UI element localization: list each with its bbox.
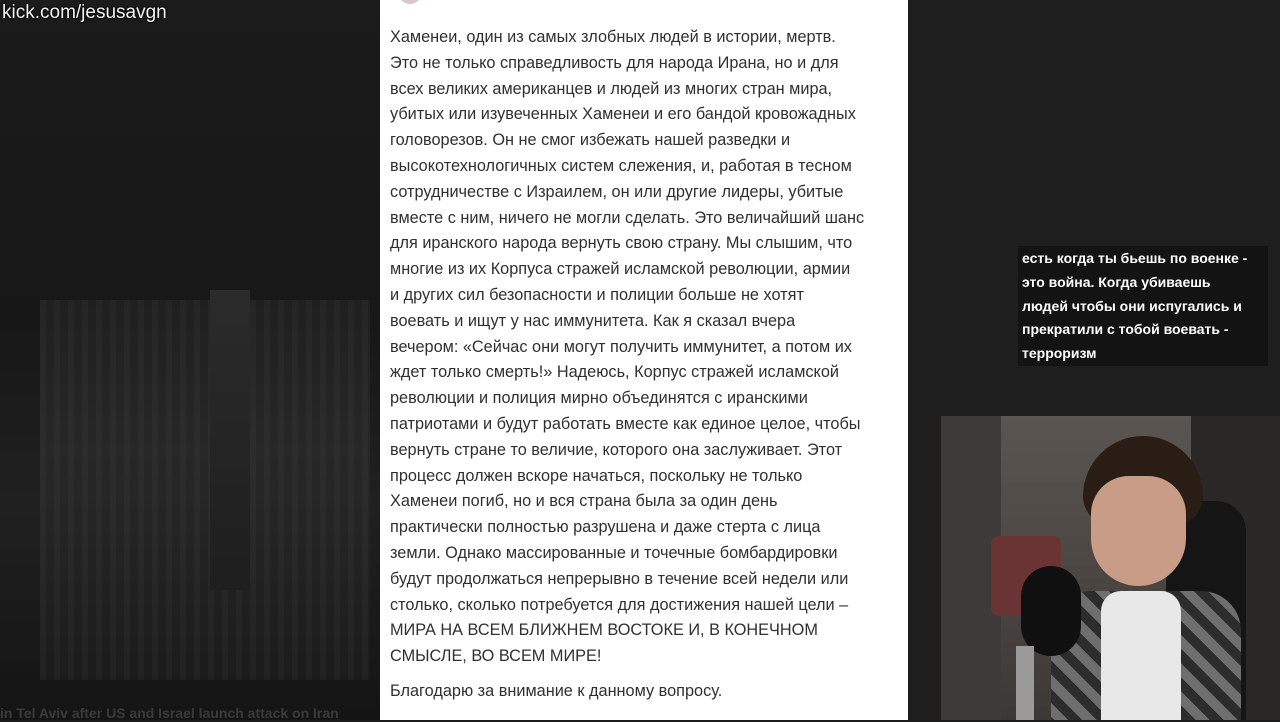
news-caption: in Tel Aviv after US and Israel launch attack on Iran (0, 705, 339, 721)
city-skyline (40, 300, 370, 680)
post-line: головорезов. Он не смог избежать нашей разведки и (390, 131, 791, 150)
post-line: всех великих американцев и людей из многих стран мира, (390, 79, 833, 98)
post-line: СМЫСЛЕ, ВО ВСЕМ МИРЕ! (390, 647, 602, 666)
streamer-tshirt (1101, 591, 1181, 720)
post-line: вечером: «Сейчас они могут получить иммунитет, а потом их (390, 337, 852, 356)
skyscraper (210, 290, 250, 590)
post-line: для иранского народа вернуть свою страну. Мы слышим, что (390, 234, 853, 253)
avatar (398, 0, 422, 4)
post-line: многие из их Корпуса стражей исламской революции, армии (390, 260, 851, 279)
microphone-arm (1016, 646, 1034, 720)
post-body (390, 25, 904, 670)
post-line: Хаменеи погиб, но и вся страна была за один день (390, 492, 778, 511)
channel-watermark: kick.com/jesusavgn (2, 2, 167, 23)
post-line: земли. Однако массированные и точечные бомбардировки (390, 543, 838, 562)
post-line: воевать и ищут у нас иммунитета. Как я сказал вчера (390, 311, 796, 330)
post-line: будут продолжаться непрерывно в течение всей недели или (390, 569, 849, 588)
post-line: патриотами и будут работать вместе как единое целое, чтобы (390, 414, 861, 433)
post-line: МИРА НА ВСЕМ БЛИЖНЕМ ВОСТОКЕ И, В КОНЕЧНОМ (390, 621, 818, 640)
post-line: ждет только смерть!» Надеюсь, Корпус стражей исламской (390, 363, 839, 382)
chat-line: это война. Когда убиваешь (1022, 273, 1211, 290)
post-line: сотрудничестве с Израилем, он или другие лидеры, убитые (390, 182, 844, 201)
post-line: высокотехнологичных систем слежения, и, работая в тесном (390, 156, 852, 175)
streamer-face (1091, 476, 1186, 586)
post-line: столько, сколько потребуется для достижения нашей цели – (390, 595, 849, 614)
post-line: Хаменеи, один из самых злобных людей в истории, мертв. (390, 28, 836, 46)
truth-social-post (380, 0, 908, 720)
post-line: убитых или изувеченных Хаменеи и его бандой кровожадных (390, 105, 856, 124)
post-line: и других сил безопасности и полиции больше не хотят (390, 285, 804, 304)
microphone (1021, 566, 1081, 656)
post-line: практически полностью разрушена и даже стерта с лица (390, 518, 821, 537)
webcam-feed (941, 416, 1280, 720)
post-closing: Благодарю за внимание к данному вопросу. (390, 682, 723, 700)
chat-line: людей чтобы они испугались и (1022, 297, 1242, 314)
chat-line: терроризм (1022, 345, 1097, 362)
background-video-left (0, 0, 380, 720)
post-line: процесс должен вскоре начаться, поскольку не только (390, 466, 803, 485)
chat-message (1018, 246, 1268, 366)
post-line: революции и полиция мирно объединятся с иранскими (390, 389, 808, 408)
chat-line: прекратили с тобой воевать - (1022, 321, 1229, 338)
post-line: вместе с ним, ничего не могли сделать. Это величайший шанс (390, 208, 865, 227)
chat-line: есть когда ты бьешь по военке - (1022, 250, 1248, 266)
post-line: Это не только справедливость для народа Ирана, но и для (390, 53, 839, 72)
post-line: вернуть стране то величие, которого она заслуживает. Этот (390, 440, 843, 459)
